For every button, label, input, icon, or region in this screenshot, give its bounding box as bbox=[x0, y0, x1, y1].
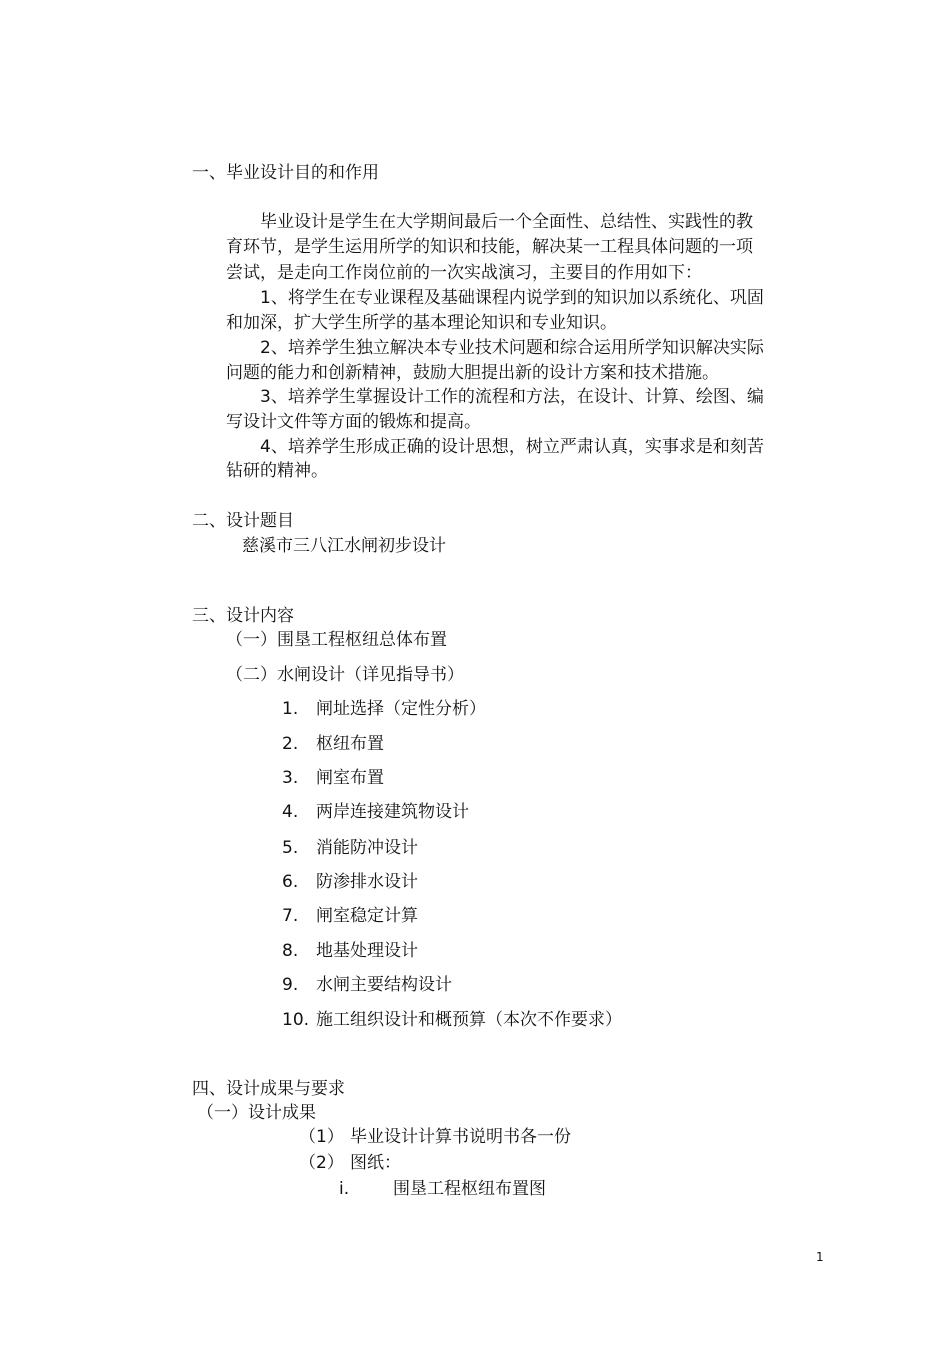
section1-line-5: 和加深，扩大学生所学的基本理论知识和专业知识。 bbox=[226, 313, 617, 333]
list-item-number: i. bbox=[339, 1179, 350, 1199]
list-item: 地基处理设计 bbox=[316, 941, 418, 961]
section3-sub2: （二）水闸设计（详见指导书） bbox=[226, 665, 464, 685]
list-item: 闸室稳定计算 bbox=[316, 906, 418, 926]
section1-line-6: 2、培养学生独立解决本专业技术问题和综合运用所学知识解决实际 bbox=[260, 338, 764, 358]
list-item-number: 6. bbox=[282, 872, 299, 892]
section1-line-7: 问题的能力和创新精神，鼓励大胆提出新的设计方案和技术措施。 bbox=[226, 363, 719, 383]
section2-heading: 二、设计题目 bbox=[192, 511, 294, 531]
list-item: 闸址选择（定性分析） bbox=[316, 699, 486, 719]
list-item-number: 9. bbox=[282, 975, 299, 995]
section1-line-10: 4、培养学生形成正确的设计思想，树立严肃认真，实事求是和刻苦 bbox=[260, 437, 764, 457]
list-item-number: （1） bbox=[299, 1127, 344, 1147]
list-item-number: 1. bbox=[282, 699, 299, 719]
list-item-number: 10. bbox=[282, 1010, 310, 1030]
section1-line-8: 3、培养学生掌握设计工作的流程和方法，在设计、计算、绘图、编 bbox=[260, 387, 764, 407]
list-item-number: 3. bbox=[282, 768, 299, 788]
list-item: 围垦工程枢纽布置图 bbox=[393, 1179, 546, 1199]
section1-line-2: 育环节，是学生运用所学的知识和技能，解决某一工程具体问题的一项 bbox=[226, 237, 753, 257]
list-item: 两岸连接建筑物设计 bbox=[316, 802, 469, 822]
section4-heading: 四、设计成果与要求 bbox=[192, 1079, 345, 1099]
list-item: 水闸主要结构设计 bbox=[316, 975, 452, 995]
section1-line-4: 1、将学生在专业课程及基础课程内说学到的知识加以系统化、巩固 bbox=[260, 288, 764, 308]
list-item: 闸室布置 bbox=[316, 768, 384, 788]
section3-sub1: （一）围垦工程枢纽总体布置 bbox=[226, 630, 447, 650]
section1-line-9: 写设计文件等方面的锻炼和提高。 bbox=[226, 412, 481, 432]
list-item-number: 5. bbox=[282, 838, 299, 858]
list-item: 消能防冲设计 bbox=[316, 838, 418, 858]
list-item-number: 8. bbox=[282, 941, 299, 961]
page-number: 1 bbox=[816, 1250, 824, 1264]
list-item-number: 4. bbox=[282, 802, 299, 822]
list-item: 施工组织设计和概预算（本次不作要求） bbox=[316, 1010, 622, 1030]
list-item: 图纸： bbox=[350, 1153, 401, 1173]
list-item-number: 2. bbox=[282, 734, 299, 754]
design-title: 慈溪市三八江水闸初步设计 bbox=[242, 536, 446, 556]
list-item: 毕业设计计算书说明书各一份 bbox=[350, 1127, 571, 1147]
section4-sub1: （一）设计成果 bbox=[197, 1103, 316, 1123]
section3-heading: 三、设计内容 bbox=[192, 606, 294, 626]
list-item-number: 7. bbox=[282, 906, 299, 926]
section1-line-3: 尝试，是走向工作岗位前的一次实战演习，主要目的作用如下： bbox=[226, 263, 702, 283]
section1-line-11: 钻研的精神。 bbox=[226, 461, 328, 481]
list-item: 防渗排水设计 bbox=[316, 872, 418, 892]
section1-heading: 一、毕业设计目的和作用 bbox=[192, 163, 379, 183]
list-item: 枢纽布置 bbox=[316, 734, 384, 754]
section1-line-1: 毕业设计是学生在大学期间最后一个全面性、总结性、实践性的教 bbox=[260, 212, 753, 232]
list-item-number: （2） bbox=[299, 1153, 344, 1173]
